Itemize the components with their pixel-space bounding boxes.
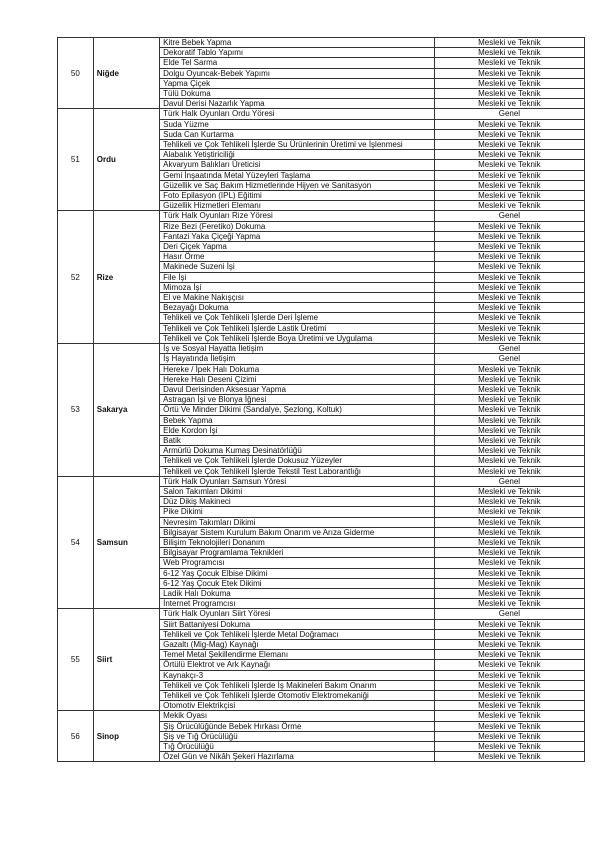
course-name: Makinede Suzeni İşi xyxy=(160,262,435,272)
course-type: Mesleki ve Teknik xyxy=(434,568,584,578)
course-type: Mesleki ve Teknik xyxy=(434,486,584,496)
province-number: 53 xyxy=(58,344,94,477)
course-type: Mesleki ve Teknik xyxy=(434,89,584,99)
course-name: Temel Metal Şekillendirme Elemanı xyxy=(160,650,435,660)
course-name: Nevresim Takımları Dikimi xyxy=(160,517,435,527)
course-name: Bilgisayar Sistem Kurulum Bakım Onarım ve Arıza Giderme xyxy=(160,527,435,537)
province-number: 54 xyxy=(58,476,94,609)
course-type: Mesleki ve Teknik xyxy=(434,129,584,139)
course-name: Web Programcısı xyxy=(160,558,435,568)
province-name: Niğde xyxy=(93,38,159,109)
course-type: Mesleki ve Teknik xyxy=(434,650,584,660)
course-name: Tehlikeli ve Çok Tehlikeli İşlerde Boya Üretimi ve Uygulama xyxy=(160,333,435,343)
course-type: Mesleki ve Teknik xyxy=(434,282,584,292)
province-number: 52 xyxy=(58,211,94,344)
course-type: Mesleki ve Teknik xyxy=(434,691,584,701)
course-name: Kitre Bebek Yapma xyxy=(160,38,435,48)
course-name: Tehlikeli ve Çok Tehlikeli İşlerde İş Makineleri Bakım Onarım xyxy=(160,680,435,690)
province-name: Sakarya xyxy=(93,344,159,477)
course-type: Mesleki ve Teknik xyxy=(434,731,584,741)
province-number: 51 xyxy=(58,109,94,211)
table-row xyxy=(58,609,585,619)
course-name: Bilgisayar Programlama Teknikleri xyxy=(160,548,435,558)
course-name: Türk Halk Oyunları Rize Yöresi xyxy=(160,211,435,221)
course-type: Mesleki ve Teknik xyxy=(434,313,584,323)
course-type: Mesleki ve Teknik xyxy=(434,395,584,405)
course-name: Davul Derisi Nazarlık Yapma xyxy=(160,99,435,109)
course-type: Mesleki ve Teknik xyxy=(434,242,584,252)
course-type: Mesleki ve Teknik xyxy=(434,599,584,609)
course-type: Mesleki ve Teknik xyxy=(434,58,584,68)
course-name: Suda Can Kurtarma xyxy=(160,129,435,139)
course-type: Genel xyxy=(434,476,584,486)
course-name: Dekoratif Tablo Yapımı xyxy=(160,48,435,58)
course-name: Hereke Halı Deseni Çizimi xyxy=(160,374,435,384)
course-type: Mesleki ve Teknik xyxy=(434,99,584,109)
course-name: Düz Dikiş Makineci xyxy=(160,497,435,507)
course-type: Mesleki ve Teknik xyxy=(434,119,584,129)
course-name: Dolgu Oyuncak-Bebek Yapımı xyxy=(160,68,435,78)
course-name: Tehlikeli ve Çok Tehlikeli İşlerde Otomotiv Elektromekaniği xyxy=(160,691,435,701)
course-name: Tehlikeli ve Çok Tehlikeli İşlerde Deri İşleme xyxy=(160,313,435,323)
course-name: Suda Yüzme xyxy=(160,119,435,129)
course-name: Otomotiv Elektrikçisi xyxy=(160,701,435,711)
course-name: Türk Halk Oyunları Samsun Yöresi xyxy=(160,476,435,486)
course-name: Rize Bezi (Feretiko) Dokuma xyxy=(160,221,435,231)
course-name: Gemi İnşaatında Metal Yüzeyleri Taşlama xyxy=(160,170,435,180)
course-name: Tehlikeli ve Çok Tehlikeli İşlerde Lastik Üretimi xyxy=(160,323,435,333)
course-type: Mesleki ve Teknik xyxy=(434,68,584,78)
course-name: Mimoza İşi xyxy=(160,282,435,292)
table-row xyxy=(58,344,585,354)
course-name: Mekik Oyası xyxy=(160,711,435,721)
course-type: Mesleki ve Teknik xyxy=(434,711,584,721)
course-type: Mesleki ve Teknik xyxy=(434,680,584,690)
course-name: Alabalık Yetiştiriciliği xyxy=(160,150,435,160)
province-number: 50 xyxy=(58,38,94,109)
course-name: Türk Halk Oyunları Siirt Yöresi xyxy=(160,609,435,619)
course-type: Mesleki ve Teknik xyxy=(434,293,584,303)
course-name: Özel Gün ve Nikâh Şekeri Hazırlama xyxy=(160,752,435,762)
province-name: Siirt xyxy=(93,609,159,711)
course-table-body xyxy=(58,38,585,762)
course-name: Örtü Ve Minder Dikimi (Sandalye, Şezlong, Koltuk) xyxy=(160,405,435,415)
course-name: Tülü Dokuma xyxy=(160,89,435,99)
course-type: Mesleki ve Teknik xyxy=(434,619,584,629)
course-name: Hasır Örme xyxy=(160,252,435,262)
course-name: Güzellik Hizmetleri Elemanı xyxy=(160,201,435,211)
province-name: Ordu xyxy=(93,109,159,211)
course-name: Armürlü Dokuma Kumaş Desinatörlüğü xyxy=(160,446,435,456)
table-row xyxy=(58,211,585,221)
course-name: Güzellik ve Saç Bakım Hizmetlerinde Hijyen ve Sanitasyon xyxy=(160,180,435,190)
course-type: Mesleki ve Teknik xyxy=(434,180,584,190)
course-name: Tehlikeli ve Çok Tehlikeli İşlerde Metal Doğramacı xyxy=(160,629,435,639)
course-name: İş Hayatında İletişim xyxy=(160,354,435,364)
course-type: Mesleki ve Teknik xyxy=(434,252,584,262)
table-row xyxy=(58,109,585,119)
course-type: Mesleki ve Teknik xyxy=(434,262,584,272)
course-type: Mesleki ve Teknik xyxy=(434,201,584,211)
course-type: Mesleki ve Teknik xyxy=(434,527,584,537)
course-type: Mesleki ve Teknik xyxy=(434,364,584,374)
course-type: Mesleki ve Teknik xyxy=(434,191,584,201)
course-type: Mesleki ve Teknik xyxy=(434,701,584,711)
course-name: Hereke / İpek Halı Dokuma xyxy=(160,364,435,374)
course-name: Tehlikeli ve Çok Tehlikeli İşlerde Su Ürünlerinin Üretimi ve İşlenmesi xyxy=(160,140,435,150)
course-type: Mesleki ve Teknik xyxy=(434,456,584,466)
course-name: Kaynakçı-3 xyxy=(160,670,435,680)
course-name: Tehlikeli ve Çok Tehlikeli İşlerde Dokusuz Yüzeyler xyxy=(160,456,435,466)
course-type: Mesleki ve Teknik xyxy=(434,333,584,343)
course-name: Elde Kordon İşi xyxy=(160,425,435,435)
course-name: Bebek Yapma xyxy=(160,415,435,425)
course-type: Genel xyxy=(434,211,584,221)
course-name: Salon Takımları Dikimi xyxy=(160,486,435,496)
course-type: Mesleki ve Teknik xyxy=(434,466,584,476)
course-type: Genel xyxy=(434,344,584,354)
course-type: Mesleki ve Teknik xyxy=(434,629,584,639)
course-name: Davul Derisinden Aksesuar Yapma xyxy=(160,384,435,394)
course-type: Mesleki ve Teknik xyxy=(434,446,584,456)
course-type: Mesleki ve Teknik xyxy=(434,435,584,445)
course-name: Örtülü Elektrot ve Ark Kaynağı xyxy=(160,660,435,670)
course-type: Mesleki ve Teknik xyxy=(434,272,584,282)
course-name: Şiş Örücülüğünde Bebek Hırkası Örme xyxy=(160,721,435,731)
course-name: İnternet Programcısı xyxy=(160,599,435,609)
course-type: Mesleki ve Teknik xyxy=(434,742,584,752)
course-type: Mesleki ve Teknik xyxy=(434,160,584,170)
table-row xyxy=(58,38,585,48)
course-name: Batik xyxy=(160,435,435,445)
course-name: File İşi xyxy=(160,272,435,282)
course-type: Mesleki ve Teknik xyxy=(434,374,584,384)
course-type: Mesleki ve Teknik xyxy=(434,405,584,415)
course-name: Ladik Halı Dokuma xyxy=(160,588,435,598)
course-type: Mesleki ve Teknik xyxy=(434,578,584,588)
table-row xyxy=(58,476,585,486)
province-name: Rize xyxy=(93,211,159,344)
course-name: Tığ Örücülüğü xyxy=(160,742,435,752)
course-type: Mesleki ve Teknik xyxy=(434,537,584,547)
course-type: Mesleki ve Teknik xyxy=(434,670,584,680)
course-type: Mesleki ve Teknik xyxy=(434,231,584,241)
course-type: Mesleki ve Teknik xyxy=(434,415,584,425)
course-name: Pike Dikimi xyxy=(160,507,435,517)
course-type: Mesleki ve Teknik xyxy=(434,170,584,180)
course-name: Yapma Çiçek xyxy=(160,78,435,88)
course-name: Şiş ve Tığ Örücülüğü xyxy=(160,731,435,741)
course-name: Astragan İşi ve Blonya İğnesi xyxy=(160,395,435,405)
course-name: Bezayağı Dokuma xyxy=(160,303,435,313)
course-name: Deri Çiçek Yapma xyxy=(160,242,435,252)
course-type: Mesleki ve Teknik xyxy=(434,507,584,517)
course-name: 6-12 Yaş Çocuk Etek Dikimi xyxy=(160,578,435,588)
course-type: Mesleki ve Teknik xyxy=(434,38,584,48)
table-row xyxy=(58,711,585,721)
course-type: Mesleki ve Teknik xyxy=(434,517,584,527)
course-type: Mesleki ve Teknik xyxy=(434,303,584,313)
course-name: Fantazi Yaka Çiçeği Yapma xyxy=(160,231,435,241)
course-name: 6-12 Yaş Çocuk Elbise Dikimi xyxy=(160,568,435,578)
course-type: Mesleki ve Teknik xyxy=(434,384,584,394)
course-type: Mesleki ve Teknik xyxy=(434,721,584,731)
province-name: Samsun xyxy=(93,476,159,609)
course-type: Mesleki ve Teknik xyxy=(434,588,584,598)
course-name: Bilişim Teknolojileri Donanım xyxy=(160,537,435,547)
course-type: Mesleki ve Teknik xyxy=(434,639,584,649)
province-name: Sinop xyxy=(93,711,159,762)
course-name: Siirt Battaniyesi Dokuma xyxy=(160,619,435,629)
course-name: Akvaryum Balıkları Üreticisi xyxy=(160,160,435,170)
course-type: Mesleki ve Teknik xyxy=(434,558,584,568)
course-name: Gazaltı (Mig-Mag) Kaynağı xyxy=(160,639,435,649)
course-type: Mesleki ve Teknik xyxy=(434,48,584,58)
course-type: Mesleki ve Teknik xyxy=(434,548,584,558)
course-type: Mesleki ve Teknik xyxy=(434,221,584,231)
course-type: Mesleki ve Teknik xyxy=(434,150,584,160)
course-type: Mesleki ve Teknik xyxy=(434,752,584,762)
course-type: Genel xyxy=(434,109,584,119)
course-type: Mesleki ve Teknik xyxy=(434,660,584,670)
course-table xyxy=(57,37,585,762)
course-type: Mesleki ve Teknik xyxy=(434,425,584,435)
course-name: El ve Makine Nakışçısı xyxy=(160,293,435,303)
course-name: Türk Halk Oyunları Ordu Yöresi xyxy=(160,109,435,119)
course-type: Genel xyxy=(434,354,584,364)
course-type: Genel xyxy=(434,609,584,619)
course-name: İş ve Sosyal Hayatta İletişim xyxy=(160,344,435,354)
course-name: Tehlikeli ve Çok Tehlikeli İşlerde Tekstil Test Laborantlığı xyxy=(160,466,435,476)
province-number: 55 xyxy=(58,609,94,711)
course-type: Mesleki ve Teknik xyxy=(434,323,584,333)
course-type: Mesleki ve Teknik xyxy=(434,140,584,150)
course-name: Elde Tel Sarma xyxy=(160,58,435,68)
course-type: Mesleki ve Teknik xyxy=(434,497,584,507)
course-type: Mesleki ve Teknik xyxy=(434,78,584,88)
province-number: 56 xyxy=(58,711,94,762)
course-name: Foto Epilasyon (IPL) Eğitimi xyxy=(160,191,435,201)
